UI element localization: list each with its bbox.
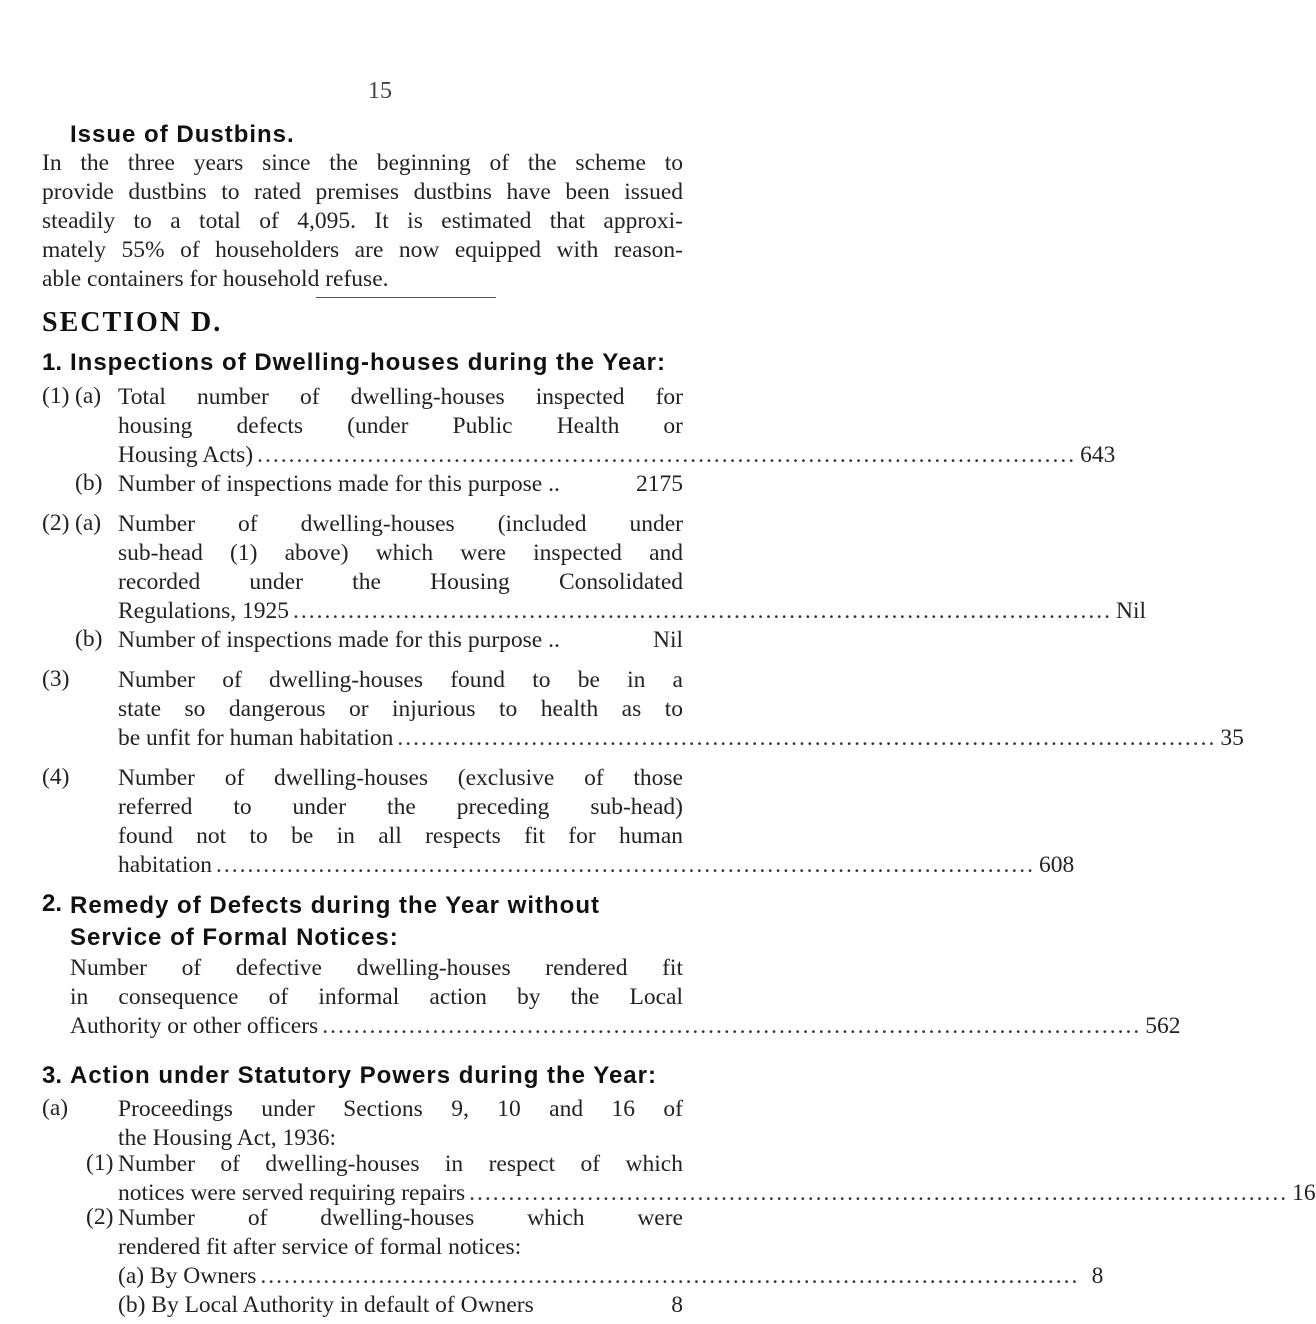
entry-line: state so dangerous or injurious to health as to — [118, 696, 683, 722]
entry-line: rendered fit after service of formal notices: — [118, 1234, 522, 1260]
item-3a2-sub-b — [118, 1291, 683, 1320]
entry-text: Authority or other officers — [70, 1013, 319, 1039]
dot-leader: ........................................................................................................ — [260, 1263, 1080, 1289]
section-title: SECTION D. — [42, 307, 223, 338]
entry-text: habitation — [118, 852, 212, 878]
value-repair-notices: 16 — [1292, 1180, 1316, 1206]
entry-line: referred to under the preceding sub-head) — [118, 794, 683, 820]
entry-leader-line — [118, 1291, 683, 1320]
entry-line: Number of defective dwelling-houses rendered fit — [70, 955, 683, 981]
item-3-label: (3) — [42, 666, 70, 692]
dot-leader: ........................................................................................................ — [293, 598, 1113, 624]
entry-text: (b) By Local Authority in default of Owners — [118, 1292, 534, 1318]
heading-line: Service of Formal Notices: — [70, 924, 399, 951]
item-4-label: (4) — [42, 764, 70, 790]
paragraph-line: steadily to a total of 4,095. It is estimated that approxi- — [42, 208, 683, 234]
entry-text: Number of inspections made for this purpose .. — [118, 627, 560, 653]
section-2-number: 2. — [42, 890, 63, 917]
item-3a2-text — [118, 1204, 683, 1262]
section-3-heading: Action under Statutory Powers during the Year: — [70, 1062, 657, 1089]
item-2a-label: (a) — [75, 510, 102, 536]
entry-leader-line — [118, 597, 1147, 626]
entry-line: Proceedings under Sections 9, 10 and 16 of — [118, 1096, 683, 1122]
section-1-heading: Inspections of Dwelling-houses during the Year: — [70, 349, 666, 376]
entry-leader-line — [118, 1262, 1104, 1291]
entry-text: be unfit for human habitation — [118, 725, 394, 751]
item-2b-label: (b) — [75, 626, 103, 652]
entry-line: Total number of dwelling-houses inspected for — [118, 384, 683, 410]
paragraph-line: mately 55% of householders are now equipped with reason- — [42, 237, 683, 263]
entry-leader-line — [118, 626, 683, 655]
item-3a1-label: (1) — [86, 1150, 114, 1176]
item-2-label: (2) — [42, 510, 70, 536]
item-3a1-text — [118, 1150, 1316, 1208]
entry-line: Number of dwelling-houses which were — [118, 1205, 683, 1231]
section-1-number: 1. — [42, 349, 63, 376]
item-1b-text — [118, 470, 683, 499]
dot-leader: ........................................................................................................ — [469, 1180, 1289, 1206]
item-3a-text — [118, 1095, 683, 1153]
value-total-inspected: 643 — [1080, 442, 1116, 468]
paragraph-line: In the three years since the beginning of the scheme to — [42, 150, 683, 176]
entry-text: Regulations, 1925 — [118, 598, 290, 624]
entry-leader-line — [118, 441, 1116, 470]
value-unfit-dwellings: 35 — [1220, 725, 1244, 751]
entry-text: Housing Acts) — [118, 442, 254, 468]
entry-leader-line — [118, 470, 683, 499]
entry-line: Number of dwelling-houses found to be in a — [118, 667, 683, 693]
dustbins-heading: Issue of Dustbins. — [70, 121, 295, 148]
entry-leader-line — [70, 1012, 1181, 1041]
section-3-number: 3. — [42, 1062, 63, 1089]
value-inspections-purpose: Nil — [652, 627, 683, 653]
entry-text: Number of inspections made for this purpose .. — [118, 471, 560, 497]
item-3a2-sub-a — [118, 1262, 1104, 1291]
section-2-text — [70, 954, 1181, 1041]
item-2b-text — [118, 626, 683, 655]
dot-leader: ........................................................................................................ — [397, 725, 1217, 751]
value-rendered-fit-informal: 562 — [1145, 1013, 1181, 1039]
value-not-fit-dwellings: 608 — [1038, 852, 1075, 878]
item-3a-label: (a) — [42, 1095, 69, 1121]
item-2a-text — [118, 510, 1147, 626]
value-by-local-authority: 8 — [671, 1292, 683, 1318]
item-4-text — [118, 764, 1075, 880]
item-3a2-label: (2) — [86, 1204, 114, 1230]
dot-leader: ........................................................................................................ — [322, 1013, 1142, 1039]
divider-rule — [316, 297, 496, 298]
entry-line: the Housing Act, 1936: — [118, 1125, 337, 1151]
heading-line: Remedy of Defects during the Year without — [70, 892, 600, 919]
entry-text: (a) By Owners — [118, 1263, 257, 1289]
paragraph-line: provide dustbins to rated premises dustbins have been issued — [42, 179, 683, 205]
item-1-label: (1) — [42, 383, 70, 409]
page-number: 15 — [368, 78, 392, 104]
value-inspections-count: 2175 — [636, 471, 683, 497]
entry-line: Number of dwelling-houses (included under — [118, 511, 683, 537]
value-by-owners: 8 — [1091, 1263, 1104, 1289]
item-3-text — [118, 666, 1244, 753]
entry-line: found not to be in all respects fit for human — [118, 823, 683, 849]
value-consolidated-regs: Nil — [1116, 598, 1147, 624]
entry-line: Number of dwelling-houses in respect of which — [118, 1151, 683, 1177]
item-1a-text — [118, 383, 1116, 470]
entry-leader-line — [118, 851, 1075, 880]
paragraph-line: able containers for household refuse. — [42, 266, 389, 292]
entry-line: sub-head (1) above) which were inspected and — [118, 540, 683, 566]
entry-line: Number of dwelling-houses (exclusive of those — [118, 765, 683, 791]
dustbins-paragraph — [42, 149, 683, 294]
entry-line: recorded under the Housing Consolidated — [118, 569, 683, 595]
item-1b-label: (b) — [75, 470, 103, 496]
dot-leader: ........................................................................................................ — [215, 852, 1035, 878]
entry-line: housing defects (under Public Health or — [118, 413, 683, 439]
entry-line: in consequence of informal action by the Local — [70, 984, 683, 1010]
item-1a-label: (a) — [75, 383, 102, 409]
entry-leader-line — [118, 724, 1244, 753]
section-2-heading — [70, 890, 600, 954]
entry-text: notices were served requiring repairs — [118, 1180, 466, 1206]
dot-leader: ........................................................................................................ — [257, 442, 1077, 468]
